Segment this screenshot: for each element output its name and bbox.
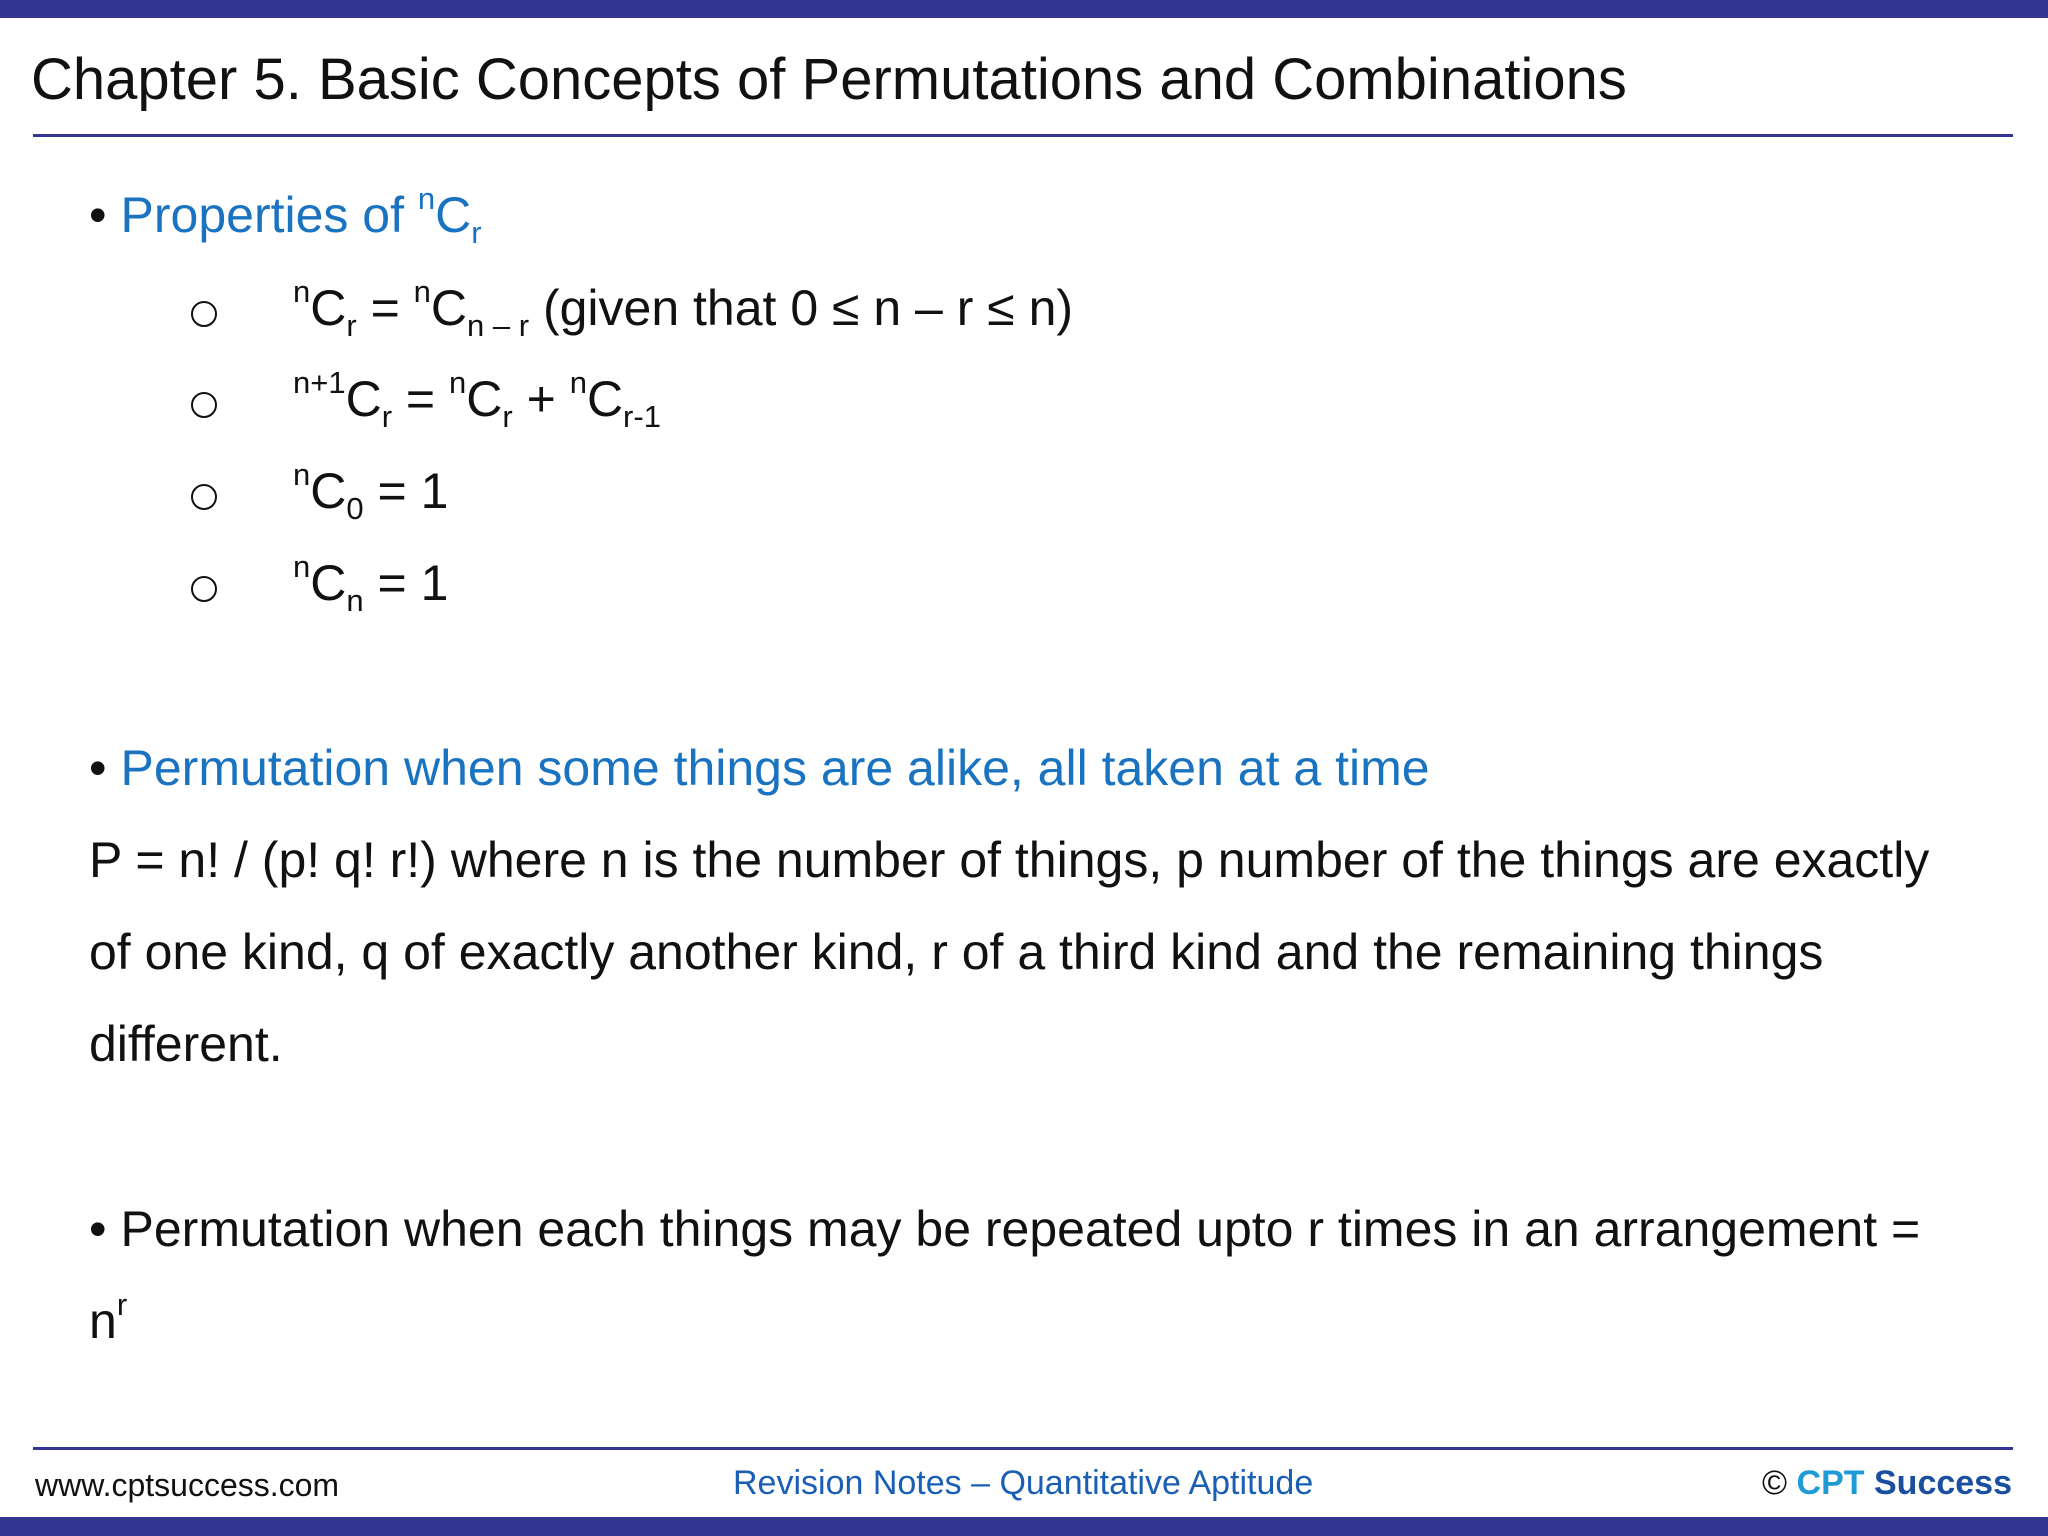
brand-cpt: CPT [1796, 1464, 1865, 1502]
section-heading-properties: • Properties of $^nC_r$ [89, 180, 482, 250]
paragraph-line: P = n! / (p! q! r!) where n is the number of things, p number of the things are exactly [89, 832, 1930, 888]
bullet: • [89, 187, 107, 243]
paragraph-line: of one kind, q of exactly another kind, r of a third kind and the remaining things [89, 924, 1824, 980]
repeated-result: $n^r$ [89, 1286, 128, 1349]
footer-copyright [1762, 1462, 2012, 1504]
list-bullet-circle [191, 576, 217, 602]
copyright-icon: © [1762, 1464, 1788, 1502]
bullet: • [89, 1201, 107, 1257]
bullet: • [89, 740, 107, 796]
section-repeated: • Permutation when each things may be repeated upto r times in an arrangement = [89, 1201, 1921, 1257]
title-divider [33, 134, 2013, 137]
footer-website: www.cptsuccess.com [35, 1467, 340, 1503]
top-bar [0, 0, 2048, 18]
page-title: Chapter 5. Basic Concepts of Permutations and Combinations [31, 47, 1627, 112]
list-bullet-circle [191, 392, 217, 418]
list-bullet-circle [191, 301, 217, 327]
section-heading-alike: • Permutation when some things are alike, all taken at a time [89, 740, 1430, 796]
list-bullet-circle [191, 484, 217, 510]
property-item-3: $^nC_0 = 1$ [293, 456, 449, 526]
bottom-bar [0, 1517, 2048, 1536]
footer-divider [33, 1447, 2013, 1450]
brand-success: Success [1874, 1464, 2012, 1502]
property-item-2: $^{n+1}C_r = ^nC_r + ^nC_{r-1}$ [293, 364, 661, 434]
paragraph-line: different. [89, 1016, 283, 1072]
property-item-1: $^nC_r = ^nC_{n - r}$ (given that 0 ≤ n – r ≤ n) [293, 273, 1074, 343]
property-item-4: $^nC_n = 1$ [293, 548, 449, 618]
footer-subtitle: Revision Notes – Quantitative Aptitude [733, 1464, 1314, 1502]
